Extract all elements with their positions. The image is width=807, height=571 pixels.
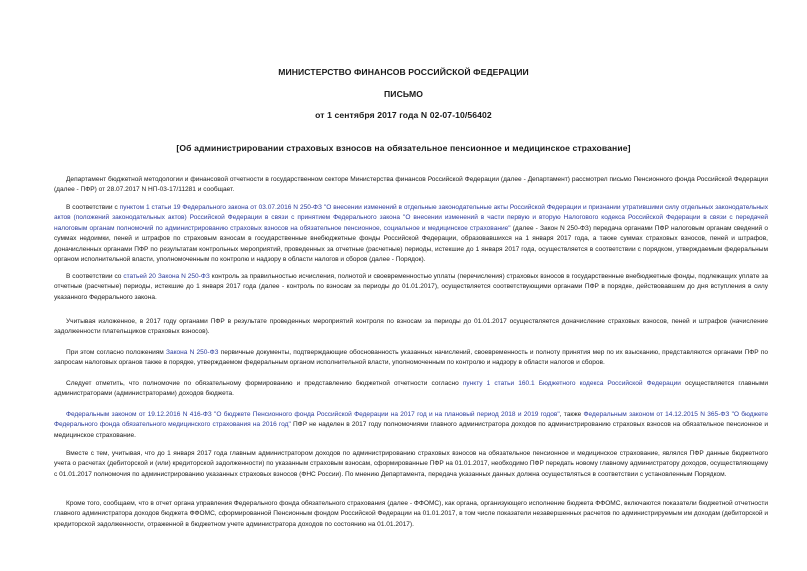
paragraph-4: Учитывая изложенное, в 2017 году органами ПФР в результате проведенных мероприятий контроля по взносам за периоды до 01.01.2017 осуществляется доначисление страховых взносов, пеней и штрафов (начисление задолженности плательщиков страховых взносов).: [54, 318, 768, 336]
document-type: ПИСЬМО: [384, 89, 423, 99]
paragraph-3: [54, 272, 768, 303]
text-run: ПФР не наделен в 2017 году полномочиями главного администратора доходов по администрированию страховых взносов на обязательное пенсионное и медицинское страхование.: [54, 421, 768, 439]
law-link[interactable]: Закона N 250-ФЗ: [165, 349, 219, 356]
paragraph-7: [54, 410, 768, 441]
law-link[interactable]: Федеральным законом от 19.12.2016 N 416-ФЗ "О бюджете Пенсионного фонда Российской Федерации на 2017 год и на плановый период 2018 и 2019 годов": [66, 411, 560, 418]
paragraph-6: [54, 379, 768, 400]
text-run: При этом согласно положениям: [66, 349, 166, 356]
paragraph-8: Вместе с тем, учитывая, что до 1 января 2017 года главным администратором доходов по администрированию страховых взносов на обязательное пенсионное и медицинское страхование, являлся ПФР данные бюджетного учета о расчетах (дебиторской и (или) кредиторской задолженности) по указанным страховым взносам, сформированные ПФР на 01.01.2017, необходимо ПФР передать новому главному администратору доходов, осуществляющему с 01.01.2017 полномочия по администрированию указанных страховых взносов (ФНС России). По мнению Департамента, передача указанных данных должна осуществляться в соответствии с установленным Порядком.: [54, 450, 768, 478]
text-run: В соответствии с: [66, 204, 120, 211]
law-link[interactable]: Федеральным законом от 14.12.2015 N 365-ФЗ "О бюджете Федерального фонда обязательного медицинского страхования на 2016 год": [54, 411, 768, 429]
paragraph-5: [54, 348, 768, 369]
paragraph-1: Департамент бюджетной методологии и финансовой отчетности в государственном секторе Министерства финансов Российской Федерации (далее - Департамент) рассмотрел письмо Пенсионного фонда Российской Федерации (далее - ПФР) от 28.07.2017 N НП-03-17/11281 и сообщает.: [54, 176, 768, 194]
document-date-number: от 1 сентября 2017 года N 02-07-10/56402: [315, 110, 492, 120]
text-run: В соответствии со: [66, 273, 124, 280]
document-subject: [Об администрировании страховых взносов на обязательное пенсионное и медицинское страхование]: [176, 143, 631, 153]
paragraph-9: Кроме того, сообщаем, что в отчет органа управления Федерального фонда обязательного страхования (далее - ФФОМС), как органа, организующего исполнение бюджета ФФОМС, включаются показатели бюджетной отчетности главного администратора доходов бюджета ФФОМС, сформированной Пенсионным фондом Российской Федерации на 01.01.2017, в том числе показатели незавершенных расчетов по администрируемым им доходам (дебиторской и кредиторской задолженности, отраженной в бюджетном учете администратора доходов по состоянию на 01.01.2017).: [54, 500, 768, 528]
text-run: (далее - Закон N 250-ФЗ) передача органами ПФР налоговым органам сведений о суммах недоимки, пеней и штрафов по страховым взносам в государственные внебюджетные фонды Российской Федерации, образовавшихся на 1 января 2017 года, а также суммах страховых взносов, пеней и штрафов, доначисленных органами ПФР по результатам контрольных мероприятий, проведенных за отчетные (расчетные) периоды, истекшие до 1 января 2017 года, осуществляется в соответствии с порядком, утверждаемым федеральным органом исполнительной власти, уполномоченным по контролю и надзору в области налогов и сборов (далее - Порядок).: [54, 224, 768, 264]
text-run: , также: [559, 411, 584, 418]
paragraph-2: [54, 203, 768, 265]
law-link[interactable]: статьей 20 Закона N 250-ФЗ: [123, 273, 210, 280]
ministry-title: МИНИСТЕРСТВО ФИНАНСОВ РОССИЙСКОЙ ФЕДЕРАЦИИ: [278, 67, 529, 77]
law-link[interactable]: пунктом 1 статьи 19 Федерального закона от 03.07.2016 N 250-ФЗ "О внесении изменений в отдельные законодательные акты Российской Федерации и признании утратившими силу отдельных законодательных актов (положений законодательных актов) Российской Федерации в связи с принятием Федерального закона "О внесении изменений в части первую и вторую Налогового кодекса Российской Федерации в связи с передачей налоговым органам полномочий по администрированию страховых взносов на обязательное пенсионное, социальное и медицинское страхование": [54, 204, 768, 232]
text-run: осуществляется главными администраторами (администраторами) доходов бюджета.: [54, 380, 769, 398]
text-run: первичные документы, подтверждающие обоснованность указанных начислений, своевременность и полноту принятия мер по их взысканию, представляются органами ПФР по запросам налоговых органов также в порядке, утверждаемом федеральным органом исполнительной власти, уполномоченным по контролю и надзору в области налогов и сборов.: [54, 349, 768, 367]
text-run: Следует отметить, что полномочие по обязательному формированию и представлению бюджетной отчетности согласно: [66, 380, 463, 387]
text-run: контроль за правильностью исчисления, полнотой и своевременностью уплаты (перечисления) страховых взносов в государственные внебюджетные фонды, подлежащих уплате за отчетные (расчетные) периоды, истекшие до 1 января 2017 года (далее - контроль по взносам за периоды до 01.01.2017), осуществляется соответствующими органами ПФР в порядке, действовавшем до дня вступления в силу указанного Федерального закона.: [54, 273, 769, 301]
law-link[interactable]: пункту 1 статьи 160.1 Бюджетного кодекса Российской Федерации: [462, 380, 681, 387]
